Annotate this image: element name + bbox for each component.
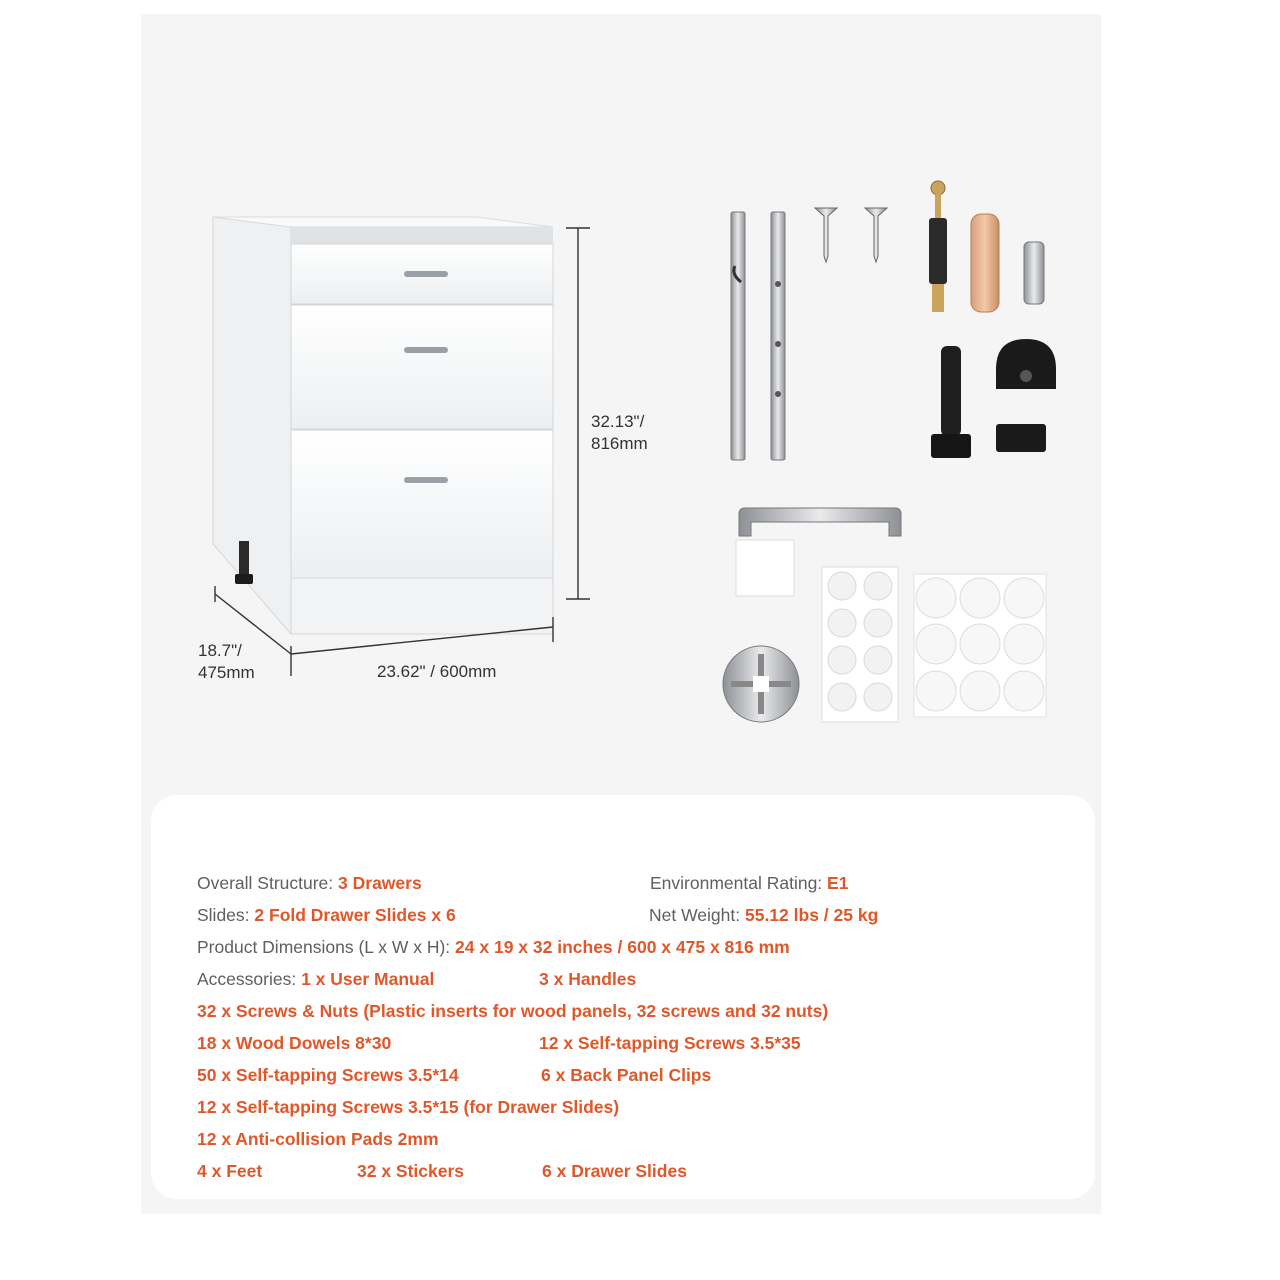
spec-accessories: Accessories: 1 x User Manual [197, 969, 435, 989]
height-imperial: 32.13"/ [591, 412, 645, 431]
stickers-image [914, 574, 1046, 717]
anti-collision-pads-image [822, 567, 898, 722]
accessory-item: 1 x User Manual [301, 969, 435, 989]
spec-environmental-rating: Environmental Rating: E1 [650, 873, 849, 893]
depth-imperial: 18.7"/ [198, 641, 242, 660]
accessory-item: 18 x Wood Dowels 8*30 [197, 1033, 392, 1053]
self-tapping-screw-image [815, 208, 887, 262]
back-panel-clip-image [1024, 242, 1044, 304]
screw-and-nut-image [929, 181, 947, 312]
depth-metric: 475mm [198, 663, 255, 682]
spec-slides: Slides: 2 Fold Drawer Slides x 6 [197, 905, 456, 925]
product-figure [141, 14, 1101, 794]
accessory-item: 32 x Stickers [357, 1161, 465, 1181]
spec-net-weight: Net Weight: 55.12 lbs / 25 kg [649, 905, 879, 925]
accessory-item: 50 x Self-tapping Screws 3.5*14 [197, 1065, 459, 1085]
cabinet-image [213, 217, 553, 634]
accessory-item: 6 x Back Panel Clips [541, 1065, 712, 1085]
cabinet-and-parts-illustration [141, 14, 1101, 794]
accessory-item: 3 x Handles [539, 969, 637, 989]
accessory-item: 12 x Self-tapping Screws 3.5*15 (for Drawer Slides) [197, 1097, 620, 1117]
spec-product-dimensions: Product Dimensions (L x W x H): 24 x 19 x 32 inches / 600 x 475 x 816 mm [197, 937, 790, 957]
product-panel [141, 14, 1101, 1214]
accessory-item: 12 x Anti-collision Pads 2mm [197, 1129, 439, 1149]
height-metric: 816mm [591, 434, 648, 453]
height-dimension-label [591, 411, 648, 455]
depth-dimension-label [198, 640, 255, 684]
spec-card [151, 795, 1095, 1199]
wood-dowel-image [971, 214, 999, 312]
spec-overall-structure: Overall Structure: 3 Drawers [197, 873, 422, 893]
accessory-item: 12 x Self-tapping Screws 3.5*35 [539, 1033, 801, 1053]
width-dimension-label: 23.62" / 600mm [377, 662, 497, 681]
cabinet-foot-image [931, 339, 1056, 458]
accessory-item: 4 x Feet [197, 1161, 263, 1181]
drawer-slide-image [731, 212, 785, 460]
cam-lock-image [723, 646, 799, 722]
accessory-item: 32 x Screws & Nuts (Plastic inserts for wood panels, 32 screws and 32 nuts) [197, 1001, 829, 1021]
accessory-item: 6 x Drawer Slides [542, 1161, 687, 1181]
